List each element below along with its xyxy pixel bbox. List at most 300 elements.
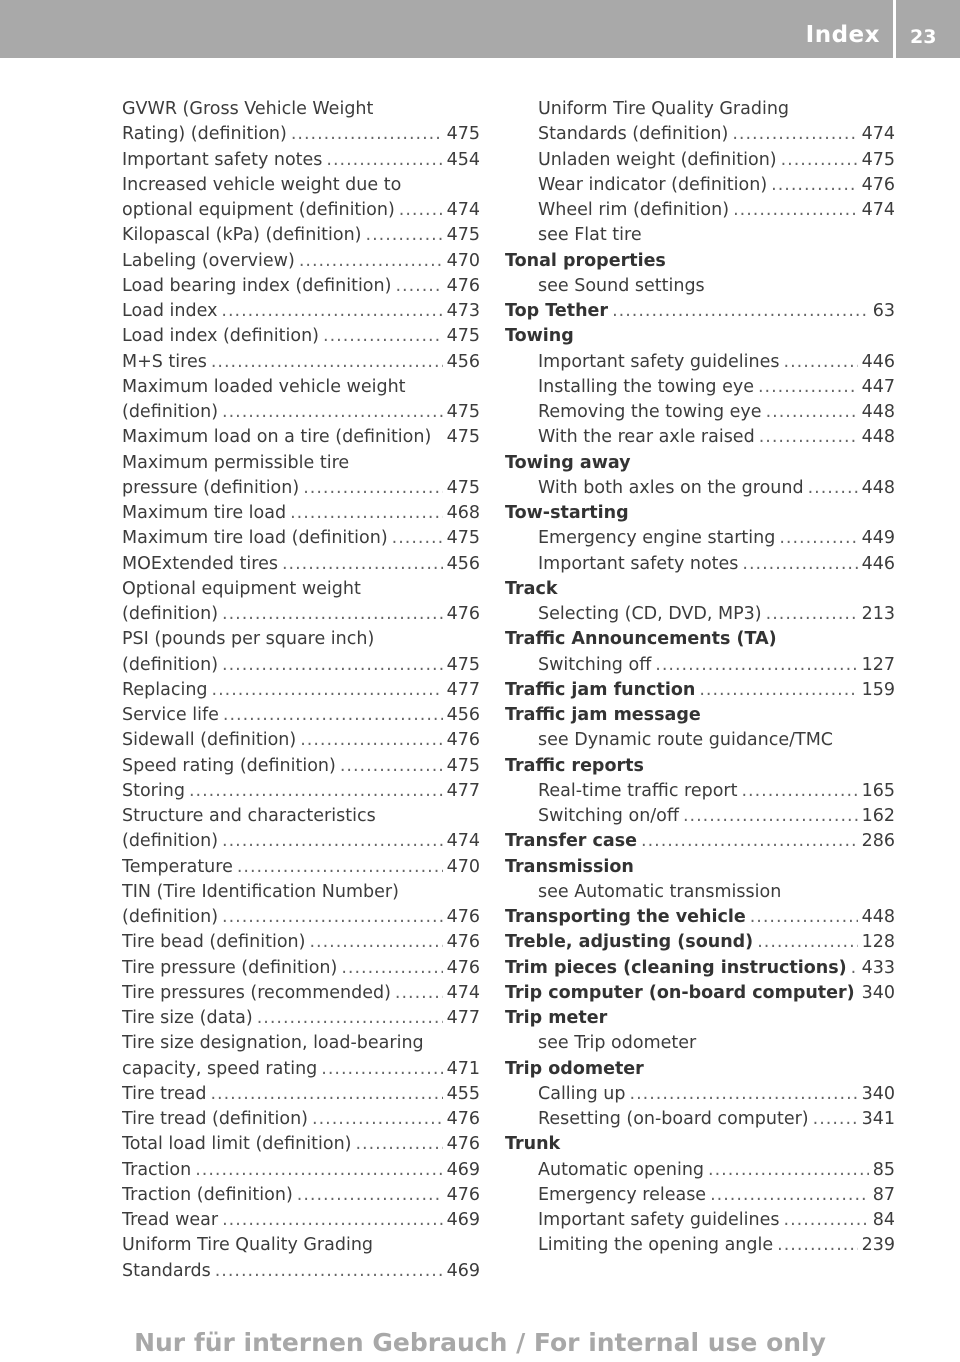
- entry-text: Switching off: [538, 654, 652, 675]
- page-ref: 85: [872, 1159, 895, 1180]
- dot-leader: [395, 274, 442, 299]
- index-entry: [505, 173, 895, 198]
- page-ref: 470: [446, 856, 480, 877]
- index-entry: [505, 1233, 895, 1258]
- index-entry: [122, 249, 480, 274]
- dot-leader: [366, 223, 443, 248]
- index-entry: [505, 97, 895, 122]
- entry-text: Replacing: [122, 679, 208, 700]
- index-heading: [505, 829, 895, 854]
- page-ref: 159: [861, 679, 895, 700]
- entry-text: Labeling (overview): [122, 250, 295, 271]
- index-heading: [505, 956, 895, 981]
- page-ref: 474: [446, 200, 480, 220]
- dot-leader: [282, 552, 443, 577]
- page-ref: 475: [446, 427, 480, 448]
- entry-text: Important safety guidelines: [538, 351, 780, 372]
- dot-leader: [303, 476, 442, 501]
- entry-text: Wear indicator (definition): [538, 174, 768, 195]
- index-heading: [505, 451, 895, 476]
- dot-leader: [312, 1107, 443, 1132]
- dot-leader: [210, 1082, 442, 1107]
- index-entry: [122, 602, 480, 627]
- index-column-right: [505, 97, 895, 1259]
- dot-leader: [215, 1259, 443, 1284]
- index-entry: [505, 779, 895, 804]
- index-entry: [122, 148, 480, 173]
- entry-text: Traction (definition): [122, 1184, 293, 1205]
- index-entry: [122, 1233, 480, 1258]
- page-ref: 469: [446, 1159, 480, 1180]
- index-entry: [505, 425, 895, 450]
- index-entry: [122, 476, 480, 501]
- entry-text: Standards: [122, 1260, 211, 1281]
- index-heading: [505, 1006, 895, 1031]
- entry-text: (definition): [122, 907, 219, 927]
- dot-leader: [309, 930, 442, 955]
- entry-text: Uniform Tire Quality Grading: [122, 1235, 374, 1256]
- page-ref: 476: [446, 1134, 480, 1155]
- dot-leader: [758, 375, 858, 400]
- index-entry: [122, 880, 480, 905]
- index-entry: [505, 198, 895, 223]
- dot-leader: [237, 855, 443, 880]
- page-ref: 476: [446, 275, 480, 296]
- dot-leader: [750, 905, 858, 930]
- index-entry: [122, 703, 480, 728]
- page-ref: 475: [446, 528, 480, 549]
- index-heading: [505, 905, 895, 930]
- index-entry: [505, 728, 895, 753]
- entry-text: Tire pressures (recommended): [122, 982, 391, 1003]
- page-ref: 475: [446, 225, 480, 246]
- entry-text: see Automatic transmission: [538, 881, 782, 902]
- entry-text: Towing away: [505, 452, 631, 473]
- index-heading: [505, 501, 895, 526]
- page-ref: 162: [861, 806, 895, 826]
- page-ref: 475: [446, 124, 480, 145]
- index-entry: [122, 299, 480, 324]
- index-entry: [122, 526, 480, 551]
- page-ref: 470: [446, 250, 480, 271]
- dot-leader: [326, 148, 442, 173]
- dot-leader: [683, 804, 858, 829]
- dot-leader: [300, 728, 442, 753]
- dot-leader: [222, 829, 443, 854]
- index-entry: [505, 350, 895, 375]
- dot-leader: [851, 956, 858, 981]
- index-entry: [122, 350, 480, 375]
- index-heading: [505, 1057, 895, 1082]
- index-entry: [122, 653, 480, 678]
- entry-text: Tire pressure (definition): [122, 957, 338, 978]
- page-ref: 477: [446, 1008, 480, 1028]
- index-heading: [505, 678, 895, 703]
- index-entry: [122, 855, 480, 880]
- index-heading: [505, 249, 895, 274]
- index-heading: [505, 324, 895, 349]
- index-entry: [122, 501, 480, 526]
- page-ref: 476: [446, 932, 480, 953]
- index-heading: [505, 703, 895, 728]
- entry-text: Rating) (definition): [122, 124, 287, 145]
- page-ref: 471: [446, 1058, 480, 1079]
- page-ref: 475: [446, 402, 480, 422]
- dot-leader: [708, 1158, 869, 1183]
- entry-text: Optional equipment weight: [122, 578, 361, 599]
- entry-text: PSI (pounds per square inch): [122, 629, 375, 650]
- watermark: Nur für internen Gebrauch / For internal use only: [134, 1328, 826, 1357]
- entry-text: Installing the towing eye: [538, 376, 754, 397]
- entry-text: Tire size (data): [122, 1008, 253, 1028]
- dot-leader: [757, 930, 857, 955]
- page-ref: 456: [446, 553, 480, 574]
- index-entry: [122, 779, 480, 804]
- page-ref: 341: [861, 1109, 895, 1129]
- entry-text: Tire tread: [122, 1083, 207, 1104]
- dot-leader: [808, 476, 858, 501]
- entry-text: TIN (Tire Identification Number): [122, 881, 399, 902]
- page-ref: 476: [446, 604, 480, 624]
- entry-text: (definition): [122, 604, 219, 624]
- entry-text: Temperature: [122, 856, 233, 877]
- entry-text: Emergency release: [538, 1184, 707, 1205]
- index-entry: [122, 400, 480, 425]
- entry-text: (definition): [122, 831, 219, 852]
- index-entry: [122, 425, 480, 450]
- index-entry: [122, 956, 480, 981]
- entry-text: Treble, adjusting (sound): [505, 932, 754, 953]
- page-ref: 456: [446, 705, 480, 725]
- index-entry: [505, 122, 895, 147]
- dot-leader: [223, 703, 443, 728]
- dot-leader: [291, 122, 443, 147]
- index-entry: [122, 981, 480, 1006]
- page-ref: 340: [861, 1083, 895, 1104]
- entry-text: MOExtended tires: [122, 553, 278, 574]
- index-heading: [505, 754, 895, 779]
- index-entry: [122, 1006, 480, 1031]
- index-column-left: [122, 97, 480, 1284]
- page-ref: 473: [446, 301, 480, 321]
- index-entry: [122, 678, 480, 703]
- index-entry: [122, 274, 480, 299]
- page-ref: 446: [861, 553, 895, 574]
- header-bar: [0, 0, 960, 58]
- spacer: [431, 425, 446, 450]
- dot-leader: [222, 602, 443, 627]
- entry-text: Traffic reports: [505, 755, 644, 776]
- page-ref: 165: [861, 780, 895, 801]
- dot-leader: [784, 1208, 869, 1233]
- dot-leader: [395, 981, 443, 1006]
- entry-text: Increased vehicle weight due to: [122, 174, 402, 195]
- page-ref: 474: [861, 124, 895, 145]
- entry-text: Emergency engine starting: [538, 528, 776, 549]
- entry-text: Maximum tire load: [122, 503, 287, 523]
- page-ref: 477: [446, 679, 480, 700]
- page-ref: 449: [861, 528, 895, 549]
- dot-leader: [779, 526, 857, 551]
- dot-leader: [630, 1082, 858, 1107]
- index-entry: [122, 1259, 480, 1284]
- dot-leader: [732, 122, 857, 147]
- dot-leader: [299, 249, 443, 274]
- entry-text: Sidewall (definition): [122, 730, 297, 751]
- entry-text: Selecting (CD, DVD, MP3): [538, 604, 762, 624]
- page-ref: 475: [446, 755, 480, 776]
- dot-leader: [340, 754, 443, 779]
- page-ref: 448: [861, 477, 895, 498]
- index-entry: [122, 1107, 480, 1132]
- entry-text: Tow-starting: [505, 503, 629, 523]
- dot-leader: [211, 350, 443, 375]
- page-ref: 128: [861, 932, 895, 953]
- dot-leader: [813, 1107, 858, 1132]
- page-ref: 433: [861, 957, 895, 978]
- dot-leader: [341, 956, 442, 981]
- entry-text: pressure (definition): [122, 477, 300, 498]
- entry-text: Uniform Tire Quality Grading: [538, 99, 790, 119]
- index-heading: [505, 930, 895, 955]
- entry-text: capacity, speed rating: [122, 1058, 318, 1079]
- entry-text: Transmission: [505, 856, 634, 877]
- dot-leader: [699, 678, 857, 703]
- entry-text: Important safety notes: [538, 553, 739, 574]
- entry-text: Maximum permissible tire: [122, 452, 350, 473]
- page-ref: 476: [446, 730, 480, 751]
- entry-text: see Trip odometer: [538, 1033, 697, 1054]
- entry-text: Service life: [122, 705, 219, 725]
- entry-text: Track: [505, 578, 558, 599]
- entry-text: Tire bead (definition): [122, 932, 306, 953]
- index-entry: [505, 552, 895, 577]
- dot-leader: [766, 400, 858, 425]
- page-ref: 286: [861, 831, 895, 852]
- page-ref: 448: [861, 427, 895, 448]
- dot-leader: [655, 653, 857, 678]
- dot-leader: [222, 905, 443, 930]
- index-entry: [505, 400, 895, 425]
- entry-text: Maximum loaded vehicle weight: [122, 376, 406, 397]
- dot-leader: [290, 501, 443, 526]
- index-entry: [122, 324, 480, 349]
- index-entry: [122, 829, 480, 854]
- entry-text: Traffic jam function: [505, 679, 696, 700]
- index-entry: [505, 653, 895, 678]
- entry-text: Speed rating (definition): [122, 755, 336, 776]
- page-ref: 446: [861, 351, 895, 372]
- page-ref: 448: [861, 402, 895, 422]
- dot-leader: [742, 552, 857, 577]
- index-entry: [505, 526, 895, 551]
- dot-leader: [222, 653, 443, 678]
- index-entry: [122, 552, 480, 577]
- dot-leader: [323, 324, 443, 349]
- page-ref: 476: [861, 174, 895, 195]
- index-entry: [122, 173, 480, 198]
- dot-leader: [777, 1233, 857, 1258]
- dot-leader: [759, 425, 858, 450]
- entry-text: Transfer case: [505, 831, 638, 852]
- entry-text: Automatic opening: [538, 1159, 705, 1180]
- entry-text: Trip computer (on-board computer): [505, 982, 855, 1003]
- index-heading: [505, 577, 895, 602]
- page-ref: 213: [861, 604, 895, 624]
- dot-leader: [641, 829, 858, 854]
- dot-leader: [392, 526, 443, 551]
- index-entry: [505, 148, 895, 173]
- entry-text: Load index (definition): [122, 326, 320, 347]
- entry-text: Important safety notes: [122, 149, 323, 170]
- index-entry: [122, 627, 480, 652]
- header-divider: [893, 0, 896, 58]
- page-ref: 340: [861, 982, 895, 1003]
- index-entry: [122, 1132, 480, 1157]
- dot-leader: [710, 1183, 869, 1208]
- index-entry: [122, 451, 480, 476]
- entry-text: Traffic Announcements (TA): [505, 629, 777, 650]
- dot-leader: [297, 1183, 443, 1208]
- entry-text: Tire tread (definition): [122, 1109, 309, 1129]
- entry-text: Switching on/off: [538, 806, 679, 826]
- index-heading: [505, 1132, 895, 1157]
- page-ref: 474: [446, 831, 480, 852]
- page-ref: 448: [861, 907, 895, 927]
- index-heading: [505, 981, 895, 1006]
- index-heading: [505, 627, 895, 652]
- entry-text: Traffic jam message: [505, 705, 701, 725]
- entry-text: Trunk: [505, 1134, 561, 1155]
- index-entry: [505, 602, 895, 627]
- entry-text: Maximum tire load (definition): [122, 528, 388, 549]
- index-entry: [122, 375, 480, 400]
- index-entry: [505, 1158, 895, 1183]
- page-ref: 239: [861, 1235, 895, 1256]
- entry-text: Wheel rim (definition): [538, 200, 730, 220]
- index-entry: [505, 476, 895, 501]
- entry-text: Total load limit (definition): [122, 1134, 352, 1155]
- entry-text: Important safety guidelines: [538, 1210, 780, 1230]
- index-heading: [505, 855, 895, 880]
- entry-text: Limiting the opening angle: [538, 1235, 774, 1256]
- index-entry: [122, 1082, 480, 1107]
- index-entry: [505, 1031, 895, 1056]
- page-ref: 475: [446, 654, 480, 675]
- entry-text: Trip odometer: [505, 1058, 644, 1079]
- page-ref: 475: [446, 477, 480, 498]
- entry-text: Load index: [122, 301, 218, 321]
- dot-leader: [741, 779, 857, 804]
- entry-text: With the rear axle raised: [538, 427, 755, 448]
- index-entry: [505, 1183, 895, 1208]
- page-ref: 476: [446, 957, 480, 978]
- section-title: Index: [805, 22, 880, 48]
- index-entry: [122, 198, 480, 223]
- index-heading: [505, 299, 895, 324]
- dot-leader: [221, 299, 442, 324]
- page-ref: 468: [446, 503, 480, 523]
- index-entry: [122, 1158, 480, 1183]
- entry-text: Towing: [505, 326, 574, 347]
- dot-leader: [195, 1158, 442, 1183]
- dot-leader: [766, 602, 858, 627]
- entry-text: (definition): [122, 654, 219, 675]
- entry-text: optional equipment (definition): [122, 200, 395, 220]
- page-ref: 477: [446, 780, 480, 801]
- dot-leader: [222, 1208, 443, 1233]
- entry-text: Traction: [122, 1159, 192, 1180]
- index-entry: [122, 577, 480, 602]
- dot-leader: [771, 173, 857, 198]
- page-ref: 474: [861, 200, 895, 220]
- page-ref: 63: [872, 301, 895, 321]
- page-ref: 474: [446, 982, 480, 1003]
- index-entry: [505, 223, 895, 248]
- index-entry: [505, 804, 895, 829]
- entry-text: GVWR (Gross Vehicle Weight: [122, 99, 374, 119]
- dot-leader: [212, 678, 443, 703]
- entry-text: M+S tires: [122, 351, 207, 372]
- dot-leader: [733, 198, 858, 223]
- index-entry: [122, 1031, 480, 1056]
- index-entry: [505, 1208, 895, 1233]
- entry-text: Transporting the vehicle: [505, 907, 746, 927]
- dot-leader: [399, 198, 443, 223]
- page-ref: 475: [446, 326, 480, 347]
- dot-leader: [355, 1132, 442, 1157]
- page-ref: 475: [861, 149, 895, 170]
- entry-text: Standards (definition): [538, 124, 729, 145]
- dot-leader: [612, 299, 869, 324]
- entry-text: Storing: [122, 780, 185, 801]
- entry-text: With both axles on the ground: [538, 477, 804, 498]
- index-entry: [505, 880, 895, 905]
- page-ref: 84: [872, 1210, 895, 1230]
- entry-text: Kilopascal (kPa) (definition): [122, 225, 362, 246]
- page-ref: 469: [446, 1260, 480, 1281]
- entry-text: Maximum load on a tire (definition): [122, 427, 432, 448]
- entry-text: Tread wear: [122, 1210, 219, 1230]
- entry-text: Top Tether: [505, 301, 609, 321]
- dot-leader: [222, 400, 443, 425]
- entry-text: Tonal properties: [505, 250, 666, 271]
- index-entry: [122, 754, 480, 779]
- page-ref: 447: [861, 376, 895, 397]
- page-ref: 127: [861, 654, 895, 675]
- index-entry: [505, 1107, 895, 1132]
- entry-text: (definition): [122, 402, 219, 422]
- entry-text: Unladen weight (definition): [538, 149, 777, 170]
- entry-text: Structure and characteristics: [122, 806, 376, 826]
- index-entry: [505, 1082, 895, 1107]
- index-entry: [122, 223, 480, 248]
- entry-text: see Dynamic route guidance/TMC: [538, 730, 834, 751]
- index-entry: [122, 1183, 480, 1208]
- entry-text: see Flat tire: [538, 225, 642, 246]
- index-entry: [122, 1208, 480, 1233]
- dot-leader: [321, 1057, 442, 1082]
- page-ref: 476: [446, 907, 480, 927]
- entry-text: see Sound settings: [538, 275, 705, 296]
- index-entry: [122, 97, 480, 122]
- index-entry: [122, 728, 480, 753]
- entry-text: Trip meter: [505, 1008, 608, 1028]
- index-entry: [122, 930, 480, 955]
- entry-text: Removing the towing eye: [538, 402, 762, 422]
- index-entry: [122, 122, 480, 147]
- dot-leader: [257, 1006, 443, 1031]
